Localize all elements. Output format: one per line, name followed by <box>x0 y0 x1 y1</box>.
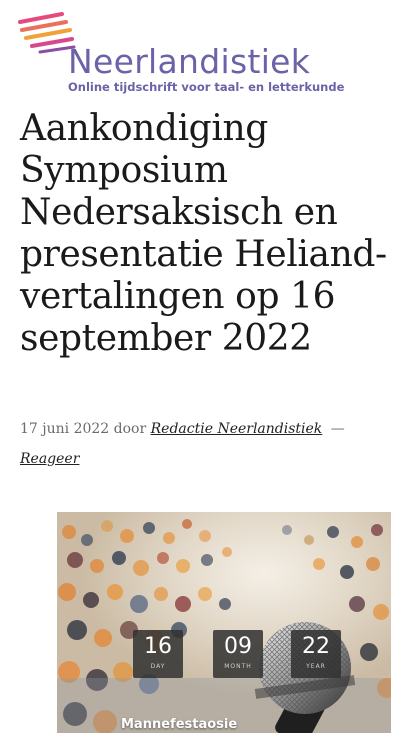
post-by: door <box>113 421 147 437</box>
logo-mark-icon[interactable] <box>16 12 76 54</box>
site-title-link[interactable]: Neerlandistiek <box>68 42 311 81</box>
site-header <box>0 0 412 100</box>
meta-separator: — <box>330 421 345 437</box>
year-value: 22 <box>302 634 330 659</box>
site-tagline: Online tijdschrift voor taal- en letterkunde <box>68 80 345 94</box>
month-box <box>213 630 263 678</box>
day-value: 16 <box>144 634 172 659</box>
day-label: DAY <box>150 663 166 670</box>
month-value: 09 <box>224 634 252 659</box>
year-label: YEAR <box>306 663 326 670</box>
image-caption: Mannefestaosie <box>121 717 238 732</box>
year-box <box>291 630 341 678</box>
date-countdown <box>133 630 343 678</box>
day-box <box>133 630 183 678</box>
author-link[interactable]: Redactie Neerlandistiek <box>150 421 323 437</box>
reply-link[interactable]: Reageer <box>20 451 80 467</box>
post-date: 17 juni 2022 <box>20 421 110 437</box>
audience-photo <box>57 512 391 733</box>
post-meta <box>20 414 400 474</box>
featured-image[interactable] <box>57 512 391 733</box>
post-title: Aankondiging Symposium Nedersaksisch en presentatie Heliand-vertalingen op 16 september 2022 <box>20 108 387 359</box>
month-label: MONTH <box>224 663 252 670</box>
